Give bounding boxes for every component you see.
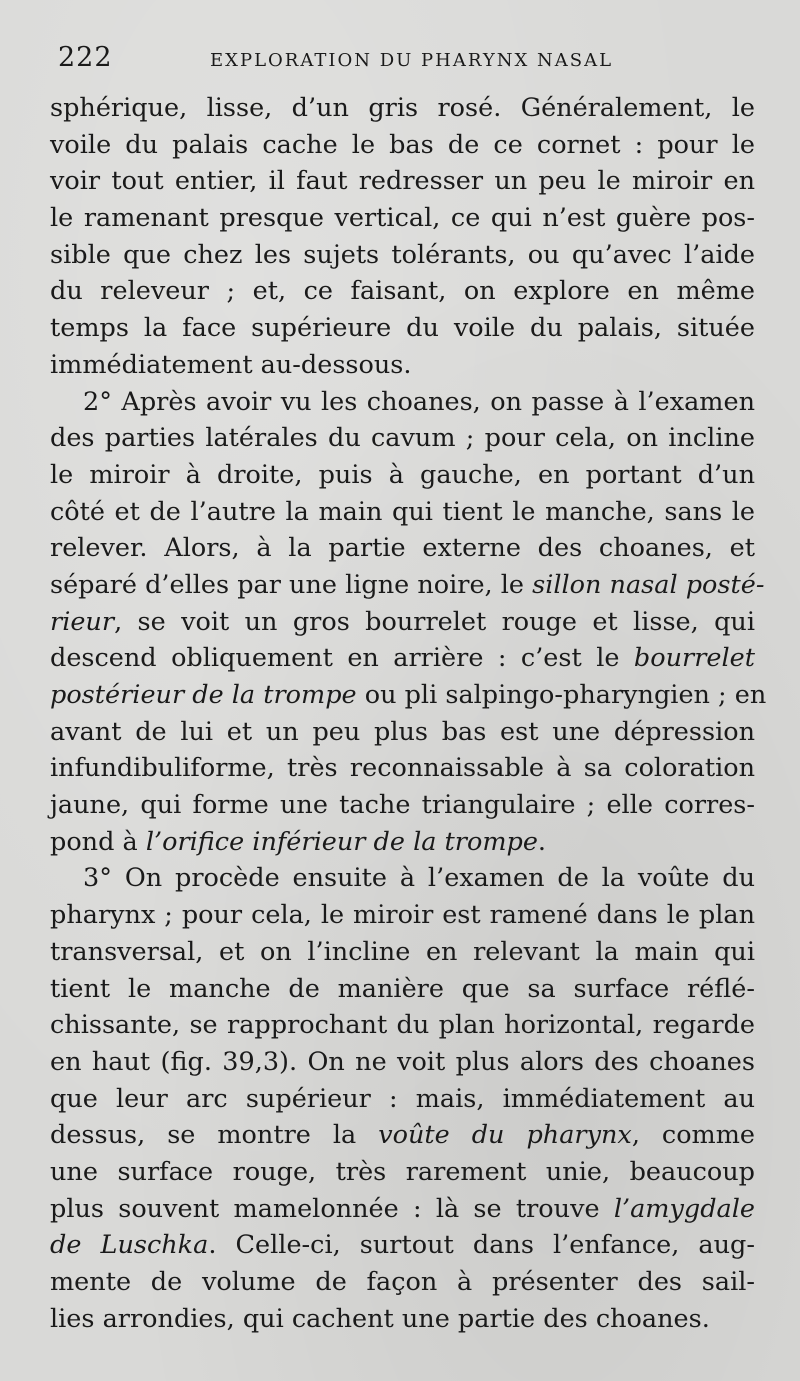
- text-run: transversal, et on l’incline en relevant la main qui: [50, 936, 755, 967]
- text-line: [50, 347, 755, 384]
- text-line: [50, 127, 755, 164]
- text-run: temps la face supérieure du voile du palais, située: [50, 313, 755, 344]
- text-line: [50, 971, 755, 1008]
- text-run: tient le manche de manière que sa surface réflé-: [50, 973, 755, 1004]
- running-head: [50, 42, 760, 82]
- text-line: [50, 677, 767, 714]
- text-line: [50, 897, 755, 934]
- text-line: [50, 530, 755, 567]
- text-run: , se voit un gros bourrelet rouge et lisse, qui: [114, 606, 755, 637]
- text-line: [50, 934, 755, 971]
- text-run: relever. Alors, à la partie externe des choanes, et: [50, 533, 755, 564]
- italic-text: bourrelet: [633, 643, 755, 674]
- text-line: [50, 384, 755, 421]
- body-text: [50, 90, 767, 1337]
- text-run: infundibuliforme, très reconnaissable à sa coloration: [50, 753, 755, 784]
- running-title: EXPLORATION DU PHARYNX NASAL: [210, 50, 614, 71]
- text-run: immédiatement au-dessous.: [50, 349, 412, 380]
- text-line: [50, 237, 755, 274]
- text-run: avant de lui et un peu plus bas est une dépression: [50, 716, 755, 747]
- text-run: . Celle-ci, surtout dans l’enfance, aug-: [208, 1230, 755, 1261]
- text-run: 2° Après avoir vu les choanes, on passe à l’examen: [83, 386, 755, 417]
- text-line: [50, 90, 755, 127]
- italic-text: sillon nasal posté-: [532, 569, 765, 600]
- text-line: [50, 750, 755, 787]
- text-line: [50, 567, 765, 604]
- text-run: des parties latérales du cavum ; pour cela, on incline: [50, 423, 755, 454]
- text-run: .: [537, 826, 547, 857]
- text-run: dessus, se montre la: [50, 1120, 379, 1151]
- text-line: [50, 1007, 755, 1044]
- text-line: [50, 310, 755, 347]
- text-line: [50, 1081, 755, 1118]
- text-run: lies arrondies, qui cachent une partie des choanes.: [50, 1303, 710, 1334]
- text-line: [50, 604, 755, 641]
- italic-text: de Luschka: [50, 1230, 209, 1261]
- text-line: [50, 1227, 755, 1264]
- text-line: [50, 824, 755, 861]
- text-run: pharynx ; pour cela, le miroir est ramené dans le plan: [50, 900, 755, 931]
- text-run: le miroir à droite, puis à gauche, en portant d’un: [50, 459, 755, 490]
- text-line: [50, 1191, 755, 1228]
- text-line: [50, 1044, 755, 1081]
- text-run: plus souvent mamelonnée : là se trouve: [50, 1193, 614, 1224]
- text-line: [50, 273, 755, 310]
- text-run: chissante, se rapprochant du plan horizontal, regarde: [50, 1010, 755, 1041]
- text-run: ou pli salpingo-pharyngien ; en: [356, 680, 767, 710]
- text-run: sphérique, lisse, d’un gris rosé. Généralement, le: [50, 93, 755, 123]
- text-run: 3° On procède ensuite à l’examen de la voûte du: [83, 863, 755, 894]
- text-line: [50, 163, 755, 200]
- text-run: voile du palais cache le bas de ce cornet : pour le: [50, 129, 755, 160]
- text-run: sible que chez les sujets tolérants, ou qu’avec l’aide: [50, 239, 755, 270]
- text-run: jaune, qui forme une tache triangulaire ; elle corres-: [50, 790, 755, 821]
- text-run: mente de volume de façon à présenter des sail-: [50, 1267, 755, 1297]
- text-line: [50, 494, 755, 531]
- page-number: 222: [58, 42, 113, 73]
- text-line: [50, 420, 755, 457]
- italic-text: l’amygdale: [613, 1193, 755, 1224]
- text-run: descend obliquement en arrière : c’est le: [50, 643, 634, 674]
- text-run: du releveur ; et, ce faisant, on explore en même: [50, 276, 755, 307]
- italic-text: voûte du pharynx: [378, 1120, 632, 1151]
- text-run: une surface rouge, très rarement unie, beaucoup: [50, 1156, 755, 1187]
- text-run: côté et de l’autre la main qui tient le manche, sans le: [50, 496, 755, 527]
- italic-text: postérieur de la trompe: [50, 680, 357, 710]
- text-run: , comme: [631, 1120, 755, 1151]
- text-line: [50, 1301, 755, 1338]
- text-run: voir tout entier, il faut redresser un peu le miroir en: [50, 166, 755, 197]
- text-line: [50, 714, 755, 751]
- text-line: [50, 200, 755, 237]
- text-line: [50, 1264, 755, 1301]
- text-run: en haut (fig. 39,3). On ne voit plus alors des choanes: [50, 1046, 755, 1077]
- italic-text: rieur: [50, 606, 115, 637]
- italic-text: l’orifice inférieur de la trompe: [145, 826, 538, 857]
- text-line: [50, 787, 755, 824]
- text-line: [50, 1117, 755, 1154]
- text-line: [50, 640, 755, 677]
- text-run: le ramenant presque vertical, ce qui n’est guère pos-: [50, 203, 755, 234]
- text-line: [50, 457, 755, 494]
- text-run: séparé d’elles par une ligne noire, le: [50, 569, 533, 600]
- text-run: que leur arc supérieur : mais, immédiatement au: [50, 1083, 755, 1114]
- text-run: pond à: [50, 826, 146, 857]
- text-line: [50, 860, 755, 897]
- text-line: [50, 1154, 755, 1191]
